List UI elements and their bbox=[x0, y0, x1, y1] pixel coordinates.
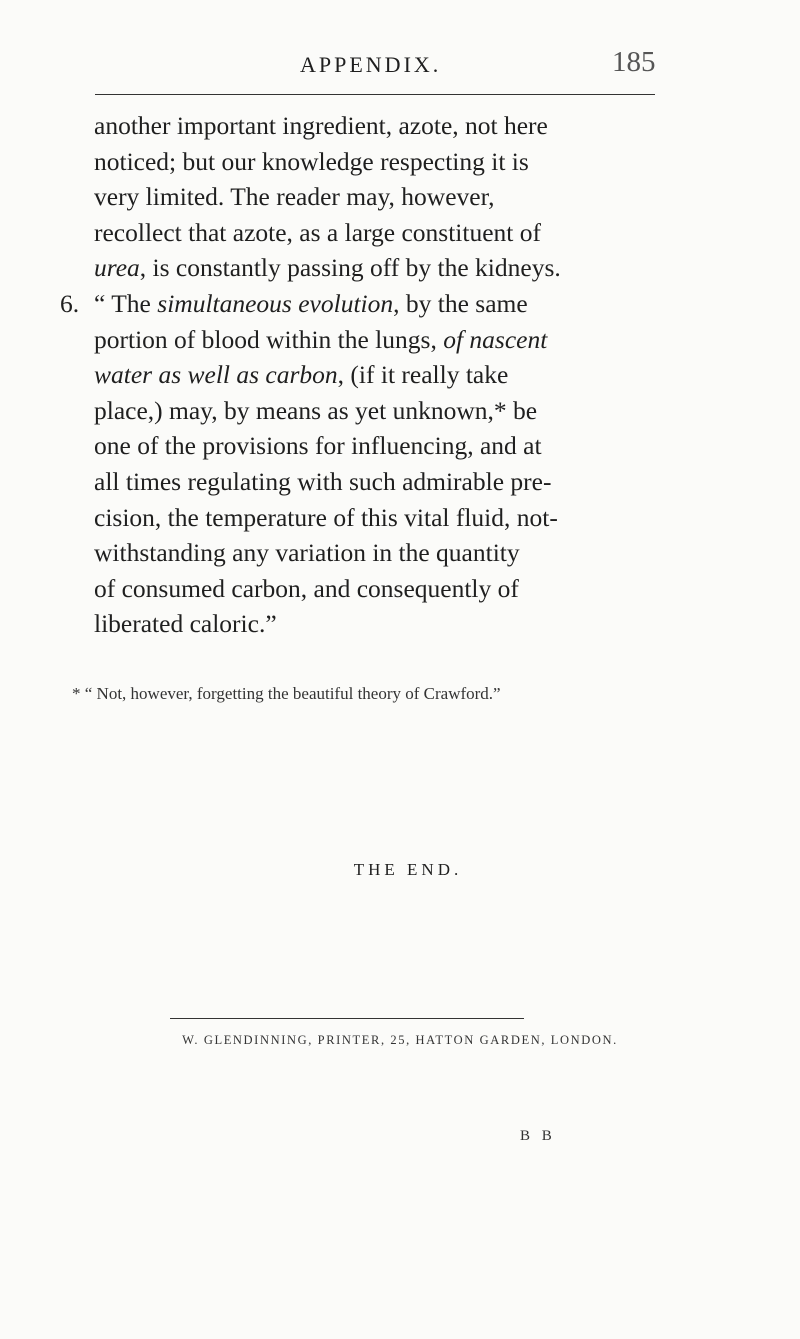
italic-term: water as well as carbon bbox=[94, 360, 338, 390]
text-line: water as well as carbon, (if it really take bbox=[94, 360, 509, 390]
text-line: portion of blood within the lungs, of nascent bbox=[94, 324, 548, 354]
printer-imprint: W. GLENDINNING, PRINTER, 25, HATTON GARDEN, LONDON. bbox=[182, 1033, 618, 1047]
paragraph-number: 6. bbox=[60, 288, 80, 318]
text-line: liberated caloric.” bbox=[94, 609, 277, 639]
text-line: withstanding any variation in the quantity bbox=[94, 538, 520, 568]
italic-term: simultaneous evolution bbox=[157, 288, 394, 318]
body-text bbox=[60, 108, 674, 642]
text-line: of consumed carbon, and consequently of bbox=[94, 573, 519, 603]
text-line: very limited. The reader may, however, bbox=[94, 182, 495, 212]
text-line: cision, the temperature of this vital fluid, not- bbox=[94, 502, 558, 532]
running-head bbox=[0, 44, 800, 84]
text-line: recollect that azote, as a large constituent of bbox=[94, 217, 541, 247]
text-line: place,) may, by means as yet unknown,* be bbox=[94, 395, 538, 425]
footnote: * “ Not, however, forgetting the beautiful theory of Crawford.” bbox=[72, 684, 501, 703]
imprint-rule bbox=[170, 1018, 524, 1019]
text-line: another important ingredient, azote, not here bbox=[94, 111, 548, 140]
text-line: urea, is constantly passing off by the kidneys. bbox=[94, 253, 561, 283]
text-line: 6. “ The simultaneous evolution, by the same bbox=[94, 286, 674, 322]
running-title: APPENDIX. bbox=[300, 52, 442, 77]
page-number: 185 bbox=[612, 46, 656, 78]
italic-term: urea bbox=[94, 253, 140, 283]
text-line: all times regulating with such admirable pre- bbox=[94, 466, 552, 496]
text-line: noticed; but our knowledge respecting it is bbox=[94, 146, 529, 176]
signature-mark: B B bbox=[520, 1128, 556, 1144]
italic-term: of nascent bbox=[443, 324, 548, 354]
the-end: THE END. bbox=[353, 860, 463, 879]
header-rule bbox=[95, 94, 655, 95]
text-line: one of the provisions for influencing, and at bbox=[94, 431, 542, 461]
